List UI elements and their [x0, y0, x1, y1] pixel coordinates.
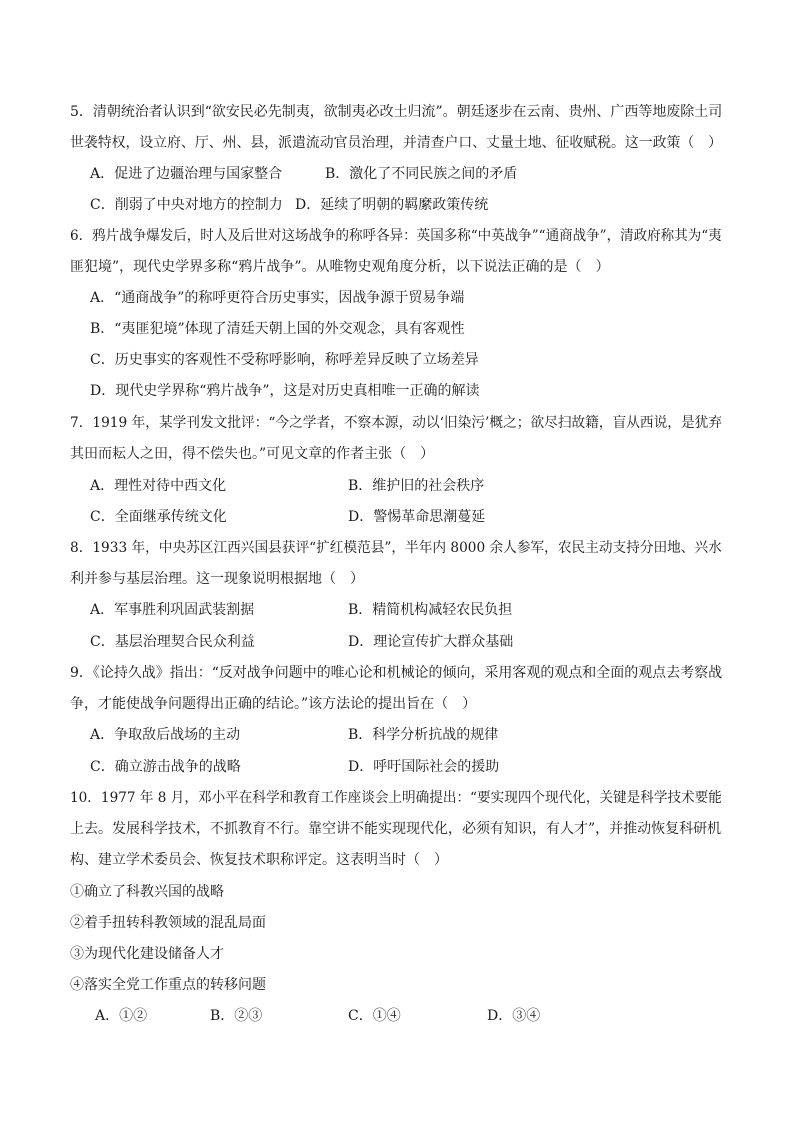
question-5-option-a: A．促进了边疆治理与国家整合	[90, 166, 283, 182]
question-8-text-line-2: 利并参与基层治理。这一现象说明根据地（ ）	[70, 571, 364, 587]
question-10-item-2: ②着手扭转科教领域的混乱局面	[70, 915, 266, 931]
question-9-text-line-2: 争，才能使战争问题得出正确的结论。”该方法论的提出旨在（ ）	[70, 696, 477, 712]
question-6-option-d: D．现代史学界称“鸦片战争”，这是对历史真相唯一正确的解读	[90, 383, 480, 399]
question-8-option-c: C．基层治理契合民众利益	[90, 634, 255, 650]
question-9-option-c: C．确立游击战争的战略	[90, 759, 241, 775]
question-9-text-line-1: 9．《论持久战》指出：“反对战争问题中的唯心论和机械论的倾向，采用客观的观点和全面的观点去考察战	[70, 665, 723, 681]
question-7-text-line-2: 其田而耘人之田，得不偿失也。”可见文章的作者主张（ ）	[70, 446, 435, 462]
question-8-option-a: A．军事胜利巩固武装割据	[90, 602, 255, 618]
question-8-option-d: D．理论宣传扩大群众基础	[348, 634, 514, 650]
question-6-text-line-1: 6．鸦片战争爆发后，时人及后世对这场战争的称呼各异：英国多称“中英战争”“通商战争”，清政府称其为“夷	[70, 228, 722, 244]
question-5-option-c: C．削弱了中央对地方的控制力	[90, 197, 283, 213]
question-6-option-b: B．“夷匪犯境”体现了清廷天朝上国的外交观念，具有客观性	[90, 321, 465, 337]
question-5-option-d: D．延续了明朝的羁縻政策传统	[295, 197, 489, 213]
question-10-option-a: A．①②	[95, 1008, 148, 1024]
question-7-option-b: B．维护旧的社会秩序	[348, 478, 485, 494]
question-5-text-line-2: 世袭特权，设立府、厅、州、县，派遣流动官员治理，并清查户口、丈量土地、征收赋税。这一政策（ ）	[70, 135, 723, 151]
question-7-text-line-1: 7．1919 年，某学刊发文批评：“今之学者，不察本源，动以‘旧染污’概之；欲尽扫故籍，盲从西说，是犹弃	[70, 415, 723, 431]
question-7-option-a: A．理性对待中西文化	[90, 478, 227, 494]
question-9-option-a: A．争取敌后战场的主动	[90, 727, 241, 743]
question-6-option-a: A．“通商战争”的称呼更符合历史事实，因战争源于贸易争端	[90, 290, 465, 306]
question-10-text-line-2: 上去。发展科学技术，不抓教育不行。靠空讲不能实现现代化，必须有知识，有人才”，并推动恢复科研机	[70, 821, 722, 837]
question-8-text-line-1: 8．1933 年，中央苏区江西兴国县获评“扩红模范县”，半年内 8000 余人参军，农民主动支持分田地、兴水	[70, 540, 722, 556]
question-10-text-line-1: 10．1977 年 8 月，邓小平在科学和教育工作座谈会上明确提出：“要实现四个现代化，关键是科学技术要能	[70, 790, 722, 806]
question-6-text-line-2: 匪犯境”，现代史学界多称“鸦片战争”。从唯物史观角度分析，以下说法正确的是（ ）	[70, 259, 610, 275]
question-5-text-line-1: 5．清朝统治者认识到“欲安民必先制夷，欲制夷必改土归流”。朝廷逐步在云南、贵州、广西等地废除土司	[70, 104, 723, 120]
question-5-option-b: B．激化了不同民族之间的矛盾	[325, 166, 518, 182]
question-10-text-line-3: 构、建立学术委员会、恢复技术职称评定。这表明当时（ ）	[70, 852, 448, 868]
question-9-option-d: D．呼吁国际社会的援助	[348, 759, 500, 775]
question-7-option-d: D．警惕革命思潮蔓延	[348, 509, 486, 525]
question-9-option-b: B．科学分析抗战的规律	[348, 727, 499, 743]
question-8-option-b: B．精简机构减轻农民负担	[348, 602, 513, 618]
question-10-option-d: D．③④	[487, 1008, 541, 1024]
question-10-option-c: C．①④	[348, 1008, 401, 1024]
question-10-item-1: ①确立了科教兴国的战略	[70, 884, 224, 900]
question-10-item-4: ④落实全党工作重点的转移问题	[70, 977, 266, 993]
question-10-item-3: ③为现代化建设储备人才	[70, 946, 224, 962]
question-6-option-c: C．历史事实的客观性不受称呼影响，称呼差异反映了立场差异	[90, 352, 479, 368]
question-7-option-c: C．全面继承传统文化	[90, 509, 227, 525]
question-10-option-b: B．②③	[210, 1008, 263, 1024]
